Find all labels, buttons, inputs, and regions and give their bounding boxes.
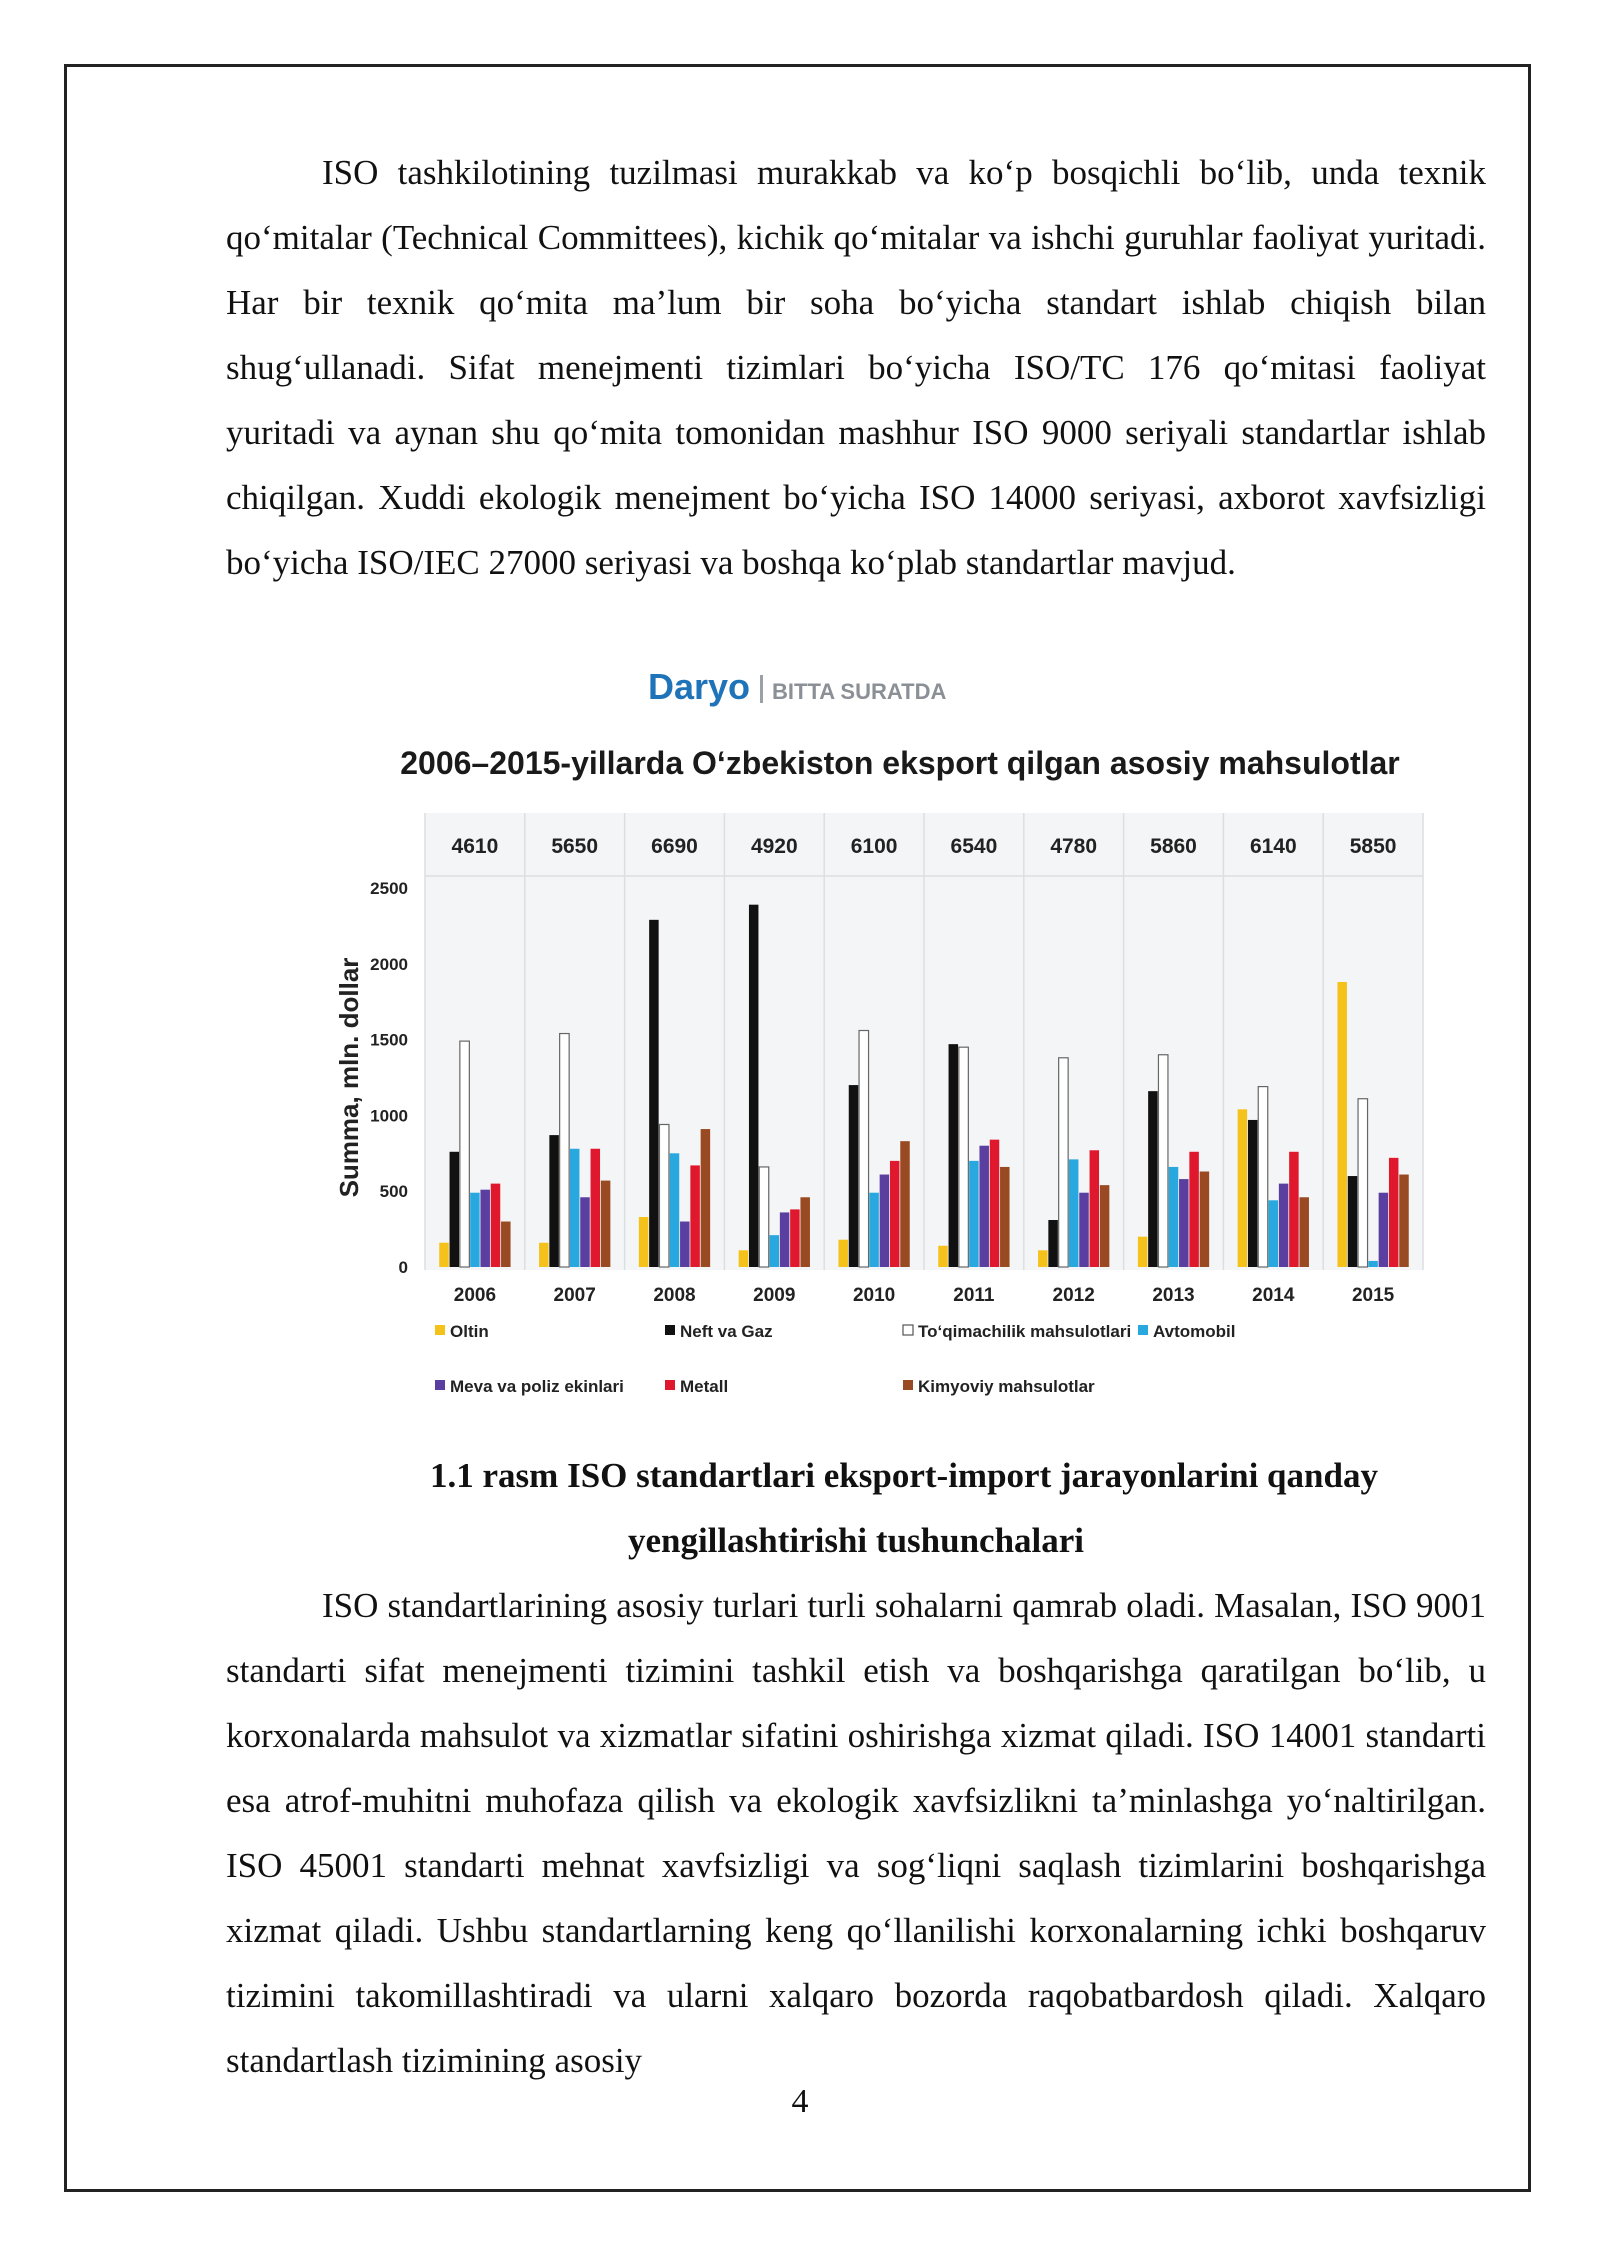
- page-number: 4: [791, 2083, 809, 2120]
- bar-metall-2013: [1189, 1152, 1199, 1267]
- legend-swatch: [665, 1325, 675, 1335]
- bar-neft-va-gaz-2015: [1348, 1176, 1358, 1267]
- bar-oltin-2011: [938, 1246, 948, 1267]
- legend-swatch: [435, 1380, 445, 1390]
- x-tick-label: 2014: [1252, 1285, 1295, 1306]
- bar-oltin-2015: [1337, 982, 1347, 1267]
- bar-to-qimachilik-mahsulotlari-2013: [1158, 1055, 1168, 1267]
- bar-meva-va-poliz-ekinlari-2014: [1279, 1184, 1289, 1267]
- bar-oltin-2008: [639, 1217, 649, 1267]
- bar-oltin-2014: [1238, 1109, 1248, 1267]
- bar-kimyoviy-mahsulotlar-2008: [701, 1129, 711, 1267]
- legend-swatch: [665, 1380, 675, 1390]
- bar-oltin-2006: [439, 1243, 449, 1267]
- legend-label: Meva va poliz ekinlari: [450, 1377, 624, 1396]
- bar-oltin-2013: [1138, 1237, 1148, 1267]
- bar-kimyoviy-mahsulotlar-2009: [800, 1197, 810, 1267]
- chart-title: 2006–2015-yillarda O‘zbekiston eksport qilgan asosiy mahsulotlar: [400, 745, 1400, 781]
- bar-avtomobil-2009: [770, 1235, 780, 1267]
- bar-avtomobil-2011: [969, 1161, 979, 1267]
- bar-neft-va-gaz-2014: [1248, 1120, 1258, 1267]
- total-label: 4610: [451, 835, 499, 858]
- legend-swatch: [903, 1325, 913, 1335]
- bar-metall-2010: [890, 1161, 900, 1267]
- bar-avtomobil-2012: [1069, 1159, 1079, 1267]
- bar-to-qimachilik-mahsulotlari-2009: [759, 1167, 769, 1267]
- bar-meva-va-poliz-ekinlari-2008: [680, 1222, 690, 1267]
- bar-kimyoviy-mahsulotlar-2010: [900, 1141, 910, 1267]
- bar-metall-2008: [690, 1165, 700, 1267]
- legend-swatch: [903, 1380, 913, 1390]
- y-axis-label: Summa, mln. dollar: [334, 957, 364, 1198]
- bar-to-qimachilik-mahsulotlari-2012: [1059, 1058, 1069, 1267]
- x-tick-label: 2011: [953, 1285, 995, 1306]
- paragraph-iso-types: ISO standartlarining asosiy turlari turli sohalarni qamrab oladi. Masalan, ISO 9001 standarti sifat menejmenti tizimini tashkil etish va boshqarishga qaratilgan bo‘lib, u korxonalarda mahsulot va xizmatlar sifatini oshirishga xizmat qiladi. ISO 14001 standarti esa atrof-muhitni muhofaza qilish va ekologik xavfsizlikni ta’minlashga yo‘naltirilgan. ISO 45001 standarti mehnat xavfsizligi va sog‘liqni saqlash tizimlarini boshqarishga xizmat qiladi. Ushbu standartlarning keng qo‘llanilishi korxonalarning ichki boshqaruv tizimini takomillashtiradi va ularni xalqaro bozorda raqobatbardosh qiladi. Xalqaro standartlash tizimining asosiy: [226, 1586, 1486, 2080]
- legend-swatch: [435, 1325, 445, 1335]
- bar-to-qimachilik-mahsulotlari-2015: [1358, 1099, 1368, 1267]
- bar-kimyoviy-mahsulotlar-2015: [1399, 1175, 1409, 1267]
- bar-metall-2011: [990, 1140, 1000, 1267]
- y-tick-label: 0: [398, 1258, 408, 1277]
- total-label: 5650: [551, 835, 599, 858]
- bar-metall-2006: [491, 1184, 501, 1267]
- total-label: 5860: [1150, 835, 1197, 858]
- bar-oltin-2007: [539, 1243, 549, 1267]
- legend-label: Metall: [680, 1377, 729, 1396]
- bar-meva-va-poliz-ekinlari-2012: [1079, 1193, 1089, 1267]
- total-label: 5850: [1349, 835, 1397, 858]
- bar-metall-2007: [591, 1149, 601, 1267]
- bar-kimyoviy-mahsulotlar-2011: [1000, 1167, 1010, 1267]
- bar-to-qimachilik-mahsulotlari-2007: [560, 1034, 570, 1267]
- export-chart: [320, 665, 1440, 1415]
- bar-metall-2015: [1389, 1158, 1399, 1267]
- bar-kimyoviy-mahsulotlar-2013: [1200, 1171, 1210, 1267]
- y-tick-label: 2500: [370, 879, 408, 898]
- legend-label: Neft va Gaz: [680, 1322, 773, 1341]
- bar-metall-2012: [1090, 1150, 1100, 1267]
- y-tick-label: 1000: [370, 1106, 408, 1126]
- bar-metall-2014: [1289, 1152, 1299, 1267]
- y-tick-label: 1500: [370, 1030, 408, 1050]
- bar-avtomobil-2008: [670, 1153, 680, 1267]
- bar-kimyoviy-mahsulotlar-2012: [1100, 1185, 1110, 1267]
- total-label: 4780: [1050, 835, 1098, 858]
- total-label: 6690: [651, 835, 698, 858]
- chart-brand-sub: BITTA SURATDA: [772, 679, 947, 704]
- chart-brand: Daryo: [647, 666, 750, 707]
- bar-kimyoviy-mahsulotlar-2014: [1299, 1197, 1309, 1267]
- x-tick-label: 2012: [1052, 1285, 1095, 1306]
- y-tick-label: 2000: [370, 954, 408, 974]
- bar-meva-va-poliz-ekinlari-2010: [880, 1175, 890, 1267]
- legend-label: Oltin: [450, 1322, 489, 1341]
- bar-to-qimachilik-mahsulotlari-2006: [460, 1041, 470, 1267]
- figure-caption: 1.1 rasm ISO standartlari eksport-import jarayonlarini qanday yengillashtirishi tushunchalari: [430, 1456, 1378, 1560]
- x-tick-label: 2013: [1152, 1285, 1195, 1306]
- bar-to-qimachilik-mahsulotlari-2008: [659, 1124, 669, 1267]
- x-tick-label: 2009: [753, 1285, 796, 1306]
- total-label: 4920: [750, 835, 798, 858]
- x-tick-label: 2006: [453, 1285, 497, 1306]
- bar-to-qimachilik-mahsulotlari-2014: [1258, 1087, 1268, 1267]
- bar-avtomobil-2015: [1368, 1261, 1378, 1267]
- bar-to-qimachilik-mahsulotlari-2011: [959, 1047, 969, 1267]
- bar-meva-va-poliz-ekinlari-2015: [1379, 1193, 1389, 1267]
- total-label: 6540: [950, 835, 998, 858]
- bar-meva-va-poliz-ekinlari-2006: [480, 1190, 490, 1267]
- bar-avtomobil-2013: [1169, 1167, 1179, 1267]
- legend-swatch: [1138, 1325, 1148, 1335]
- bar-oltin-2012: [1038, 1250, 1048, 1267]
- total-label: 6140: [1249, 835, 1297, 858]
- bar-neft-va-gaz-2010: [849, 1085, 859, 1267]
- bar-neft-va-gaz-2006: [450, 1152, 460, 1267]
- bar-neft-va-gaz-2011: [949, 1044, 959, 1267]
- bar-neft-va-gaz-2012: [1048, 1220, 1058, 1267]
- bar-meva-va-poliz-ekinlari-2013: [1179, 1179, 1189, 1267]
- x-tick-label: 2015: [1351, 1285, 1395, 1306]
- bar-to-qimachilik-mahsulotlari-2010: [859, 1031, 869, 1267]
- x-tick-label: 2008: [653, 1285, 696, 1306]
- bar-kimyoviy-mahsulotlar-2007: [601, 1181, 611, 1267]
- bar-avtomobil-2006: [470, 1193, 480, 1267]
- legend-label: Kimyoviy mahsulotlar: [918, 1377, 1095, 1396]
- bar-neft-va-gaz-2013: [1148, 1091, 1158, 1267]
- bar-metall-2009: [790, 1209, 800, 1267]
- legend-label: Avtomobil: [1153, 1322, 1236, 1341]
- bar-avtomobil-2010: [869, 1193, 879, 1267]
- total-label: 6100: [850, 835, 898, 858]
- bar-avtomobil-2014: [1269, 1200, 1279, 1267]
- bar-avtomobil-2007: [570, 1149, 580, 1267]
- bar-kimyoviy-mahsulotlar-2006: [501, 1222, 511, 1267]
- brand-divider: [760, 675, 763, 703]
- x-tick-label: 2010: [852, 1285, 896, 1306]
- bar-oltin-2009: [739, 1250, 749, 1267]
- paragraph-iso-structure: ISO tashkilotining tuzilmasi murakkab va ko‘p bosqichli bo‘lib, unda texnik qo‘mitalar (Technical Committees), kichik qo‘mitalar va ishchi guruhlar faoliyat yuritadi. Har bir texnik qo‘mita ma’lum bir soha bo‘yicha standart ishlab chiqish bilan shug‘ullanadi. Sifat menejmenti tizimlari bo‘yicha ISO/TC 176 qo‘mitasi faoliyat yuritadi va aynan shu qo‘mita tomonidan mashhur ISO 9000 seriyali standartlar ishlab chiqilgan. Xuddi ekologik menejment bo‘yicha ISO 14000 seriyasi, axborot xavfsizligi bo‘yicha ISO/IEC 27000 seriyasi va boshqa ko‘plab standartlar mavjud.: [226, 153, 1486, 582]
- y-tick-label: 500: [379, 1182, 408, 1202]
- legend-label: To‘qimachilik mahsulotlari: [918, 1322, 1132, 1341]
- bar-neft-va-gaz-2007: [549, 1135, 559, 1267]
- bar-meva-va-poliz-ekinlari-2009: [780, 1212, 790, 1267]
- bar-oltin-2010: [838, 1240, 848, 1267]
- bar-neft-va-gaz-2008: [649, 920, 659, 1267]
- bar-meva-va-poliz-ekinlari-2011: [979, 1146, 989, 1267]
- bar-neft-va-gaz-2009: [749, 905, 759, 1267]
- bar-meva-va-poliz-ekinlari-2007: [580, 1197, 590, 1267]
- x-tick-label: 2007: [553, 1285, 596, 1306]
